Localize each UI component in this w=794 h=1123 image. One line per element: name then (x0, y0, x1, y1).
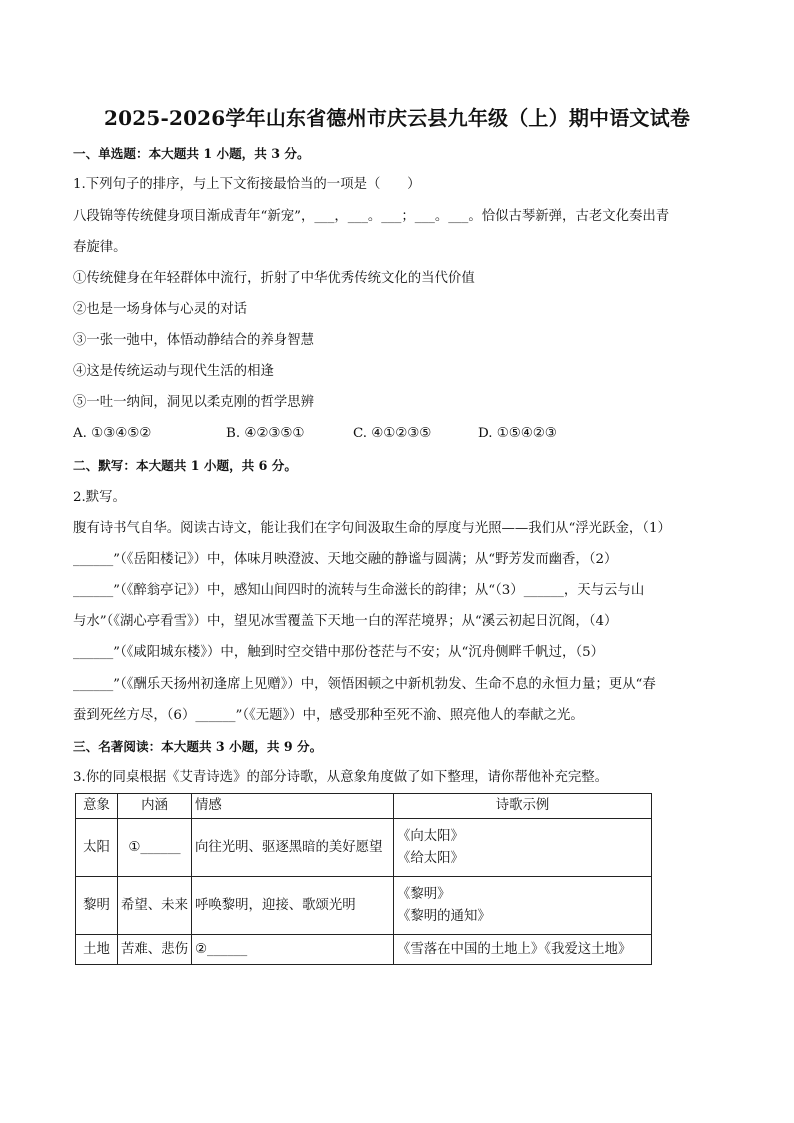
question-2-line-5: ______”（《咸阳城东楼》）中，触到时空交错中那份苍茫与不安；从“沉舟侧畔千帆过，（5） (73, 645, 605, 660)
cell-emotion-blank[interactable]: ②______ (192, 935, 394, 965)
cell-examples (394, 935, 652, 965)
question-2-line-7: 蚕到死丝方尽，（6）______”（《无题》）中，感受那种至死不渝、照亮他人的奉献之光。 (73, 708, 584, 723)
cell-examples (394, 819, 652, 877)
option-b[interactable]: B. ④②③⑤① (226, 426, 305, 441)
question-1-item-4: ④这是传统运动与现代生活的相逢 (73, 364, 274, 379)
example-poem: 《给太阳》 (397, 850, 464, 866)
example-poem: 《向太阳》 (397, 828, 464, 844)
header-examples: 诗歌示例 (394, 794, 652, 819)
question-2-label: 2.默写。 (73, 490, 126, 505)
question-2-line-6: ______”（《酬乐天扬州初逢席上见赠》）中，领悟困顿之中新机勃发、生命不息的永恒力量；更从“春 (73, 677, 656, 692)
imagery-table (75, 793, 652, 965)
header-imagery: 意象 (76, 794, 118, 819)
question-1-options (73, 424, 728, 444)
example-poem: 《黎明》 (397, 886, 451, 902)
question-2-line-1: 腹有诗书气自华。阅读古诗文，能让我们在字句间汲取生命的厚度与光照——我们从“浮光跃金，（1） (73, 521, 671, 536)
question-2-line-2: ______”（《岳阳楼记》）中，体味月映澄波、天地交融的静谧与圆满；从“野芳发而幽香，（2） (73, 552, 618, 567)
option-d[interactable]: D. ①⑤④②③ (478, 426, 557, 441)
question-1-stem: 1.下列句子的排序，与上下文衔接最恰当的一项是（ ） (73, 177, 421, 192)
header-emotion: 情感 (192, 794, 394, 819)
cell-examples (394, 877, 652, 935)
option-a[interactable]: A. ①③④⑤② (73, 426, 152, 441)
cell-meaning: 希望、未来 (118, 877, 192, 935)
table-row (76, 877, 652, 935)
question-3-stem: 3.你的同桌根据《艾青诗选》的部分诗歌，从意象角度做了如下整理，请你帮他补充完整。 (73, 770, 609, 785)
section-heading-classics-reading: 三、名著阅读：本大题共 3 小题，共 9 分。 (73, 739, 323, 754)
option-c[interactable]: C. ④①②③⑤ (353, 426, 432, 441)
cell-meaning-blank[interactable]: ①______ (118, 819, 192, 877)
cell-emotion: 呼唤黎明，迎接、歌颂光明 (192, 877, 394, 935)
question-1-item-2: ②也是一场身体与心灵的对话 (73, 302, 248, 317)
exam-title: 2025-2026学年山东省德州市庆云县九年级（上）期中语文试卷 (103, 106, 691, 130)
cell-imagery: 黎明 (76, 877, 118, 935)
table-header-row (76, 794, 652, 819)
example-poem: 《黎明的通知》 (397, 908, 491, 924)
example-poem: 《雪落在中国的土地上》《我爱这土地》 (397, 941, 632, 957)
cell-meaning: 苦难、悲伤 (118, 935, 192, 965)
question-1-passage-line-1: 八段锦等传统健身项目渐成青年“新宠”，___，___。___；___。___。恰似古琴新弹，古老文化奏出青 (73, 209, 670, 224)
section-heading-dictation: 二、默写：本大题共 1 小题，共 6 分。 (73, 458, 297, 473)
cell-imagery: 太阳 (76, 819, 118, 877)
section-heading-single-choice: 一、单选题：本大题共 1 小题，共 3 分。 (73, 146, 310, 161)
question-1-item-1: ①传统健身在年轻群体中流行，折射了中华优秀传统文化的当代价值 (73, 271, 475, 286)
table-row (76, 819, 652, 877)
cell-imagery: 土地 (76, 935, 118, 965)
table-row (76, 935, 652, 965)
question-1-item-5: ⑤一吐一纳间，洞见以柔克刚的哲学思辨 (73, 395, 315, 410)
question-1-item-3: ③一张一弛中，体悟动静结合的养身智慧 (73, 333, 315, 348)
question-2-line-3: ______”（《醉翁亭记》）中，感知山间四时的流转与生命滋长的韵律；从“（3）______，天与云与山 (73, 583, 645, 598)
question-2-line-4: 与水”（《湖心亭看雪》）中，望见冰雪覆盖下天地一白的浑茫境界；从“溪云初起日沉阁，（4） (73, 614, 618, 629)
question-1-passage-line-2: 春旋律。 (73, 240, 127, 255)
header-meaning: 内涵 (118, 794, 192, 819)
cell-emotion: 向往光明、驱逐黑暗的美好愿望 (192, 819, 394, 877)
